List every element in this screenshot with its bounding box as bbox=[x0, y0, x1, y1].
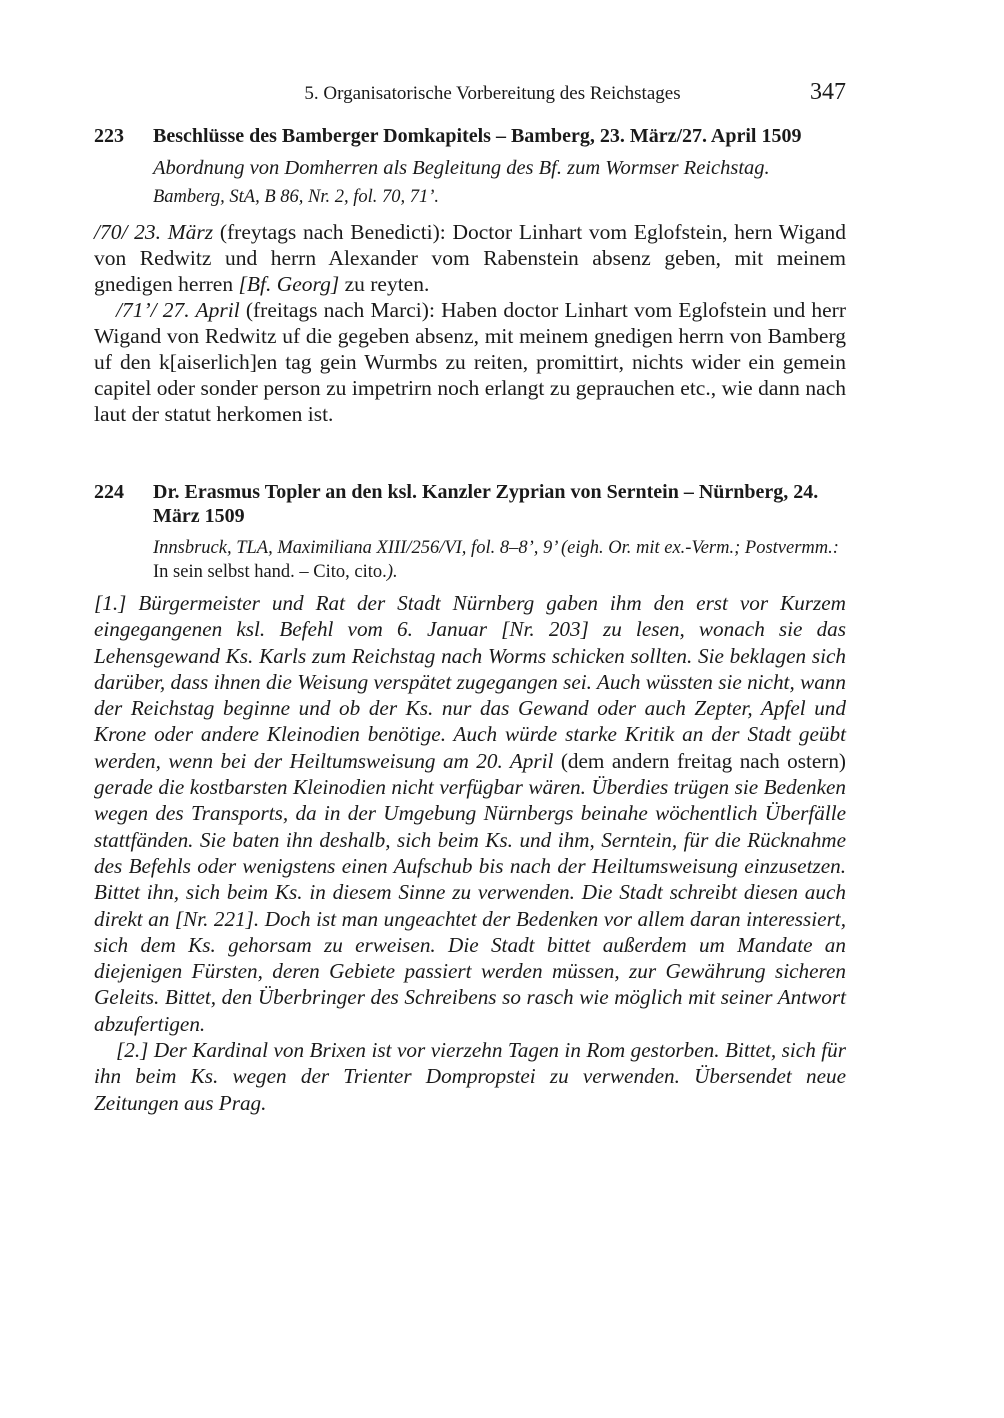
entry-source bbox=[153, 536, 846, 584]
entry-heading bbox=[94, 124, 846, 148]
entry-224 bbox=[94, 480, 846, 1116]
body-paragraph bbox=[94, 219, 846, 297]
entry-223 bbox=[94, 124, 846, 427]
running-head-title: 5. Organisatorische Vorbereitung des Reichstages bbox=[304, 83, 681, 104]
source-close: ). bbox=[386, 562, 398, 582]
body-paragraph: [2.] Der Kardinal von Brixen ist vor vierzehn Tagen in Rom gestorben. Bittet, sich für ihn beim Ks. wegen der Trienter Dompropstei zu verwenden. Übersendet neue Zeitungen aus Prag. bbox=[94, 1038, 846, 1115]
body-paragraph bbox=[94, 590, 846, 1037]
page-number: 347 bbox=[810, 79, 846, 105]
entry-source: Bamberg, StA, B 86, Nr. 2, fol. 70, 71’. bbox=[153, 187, 440, 207]
paragraph-text-end: zu reyten. bbox=[339, 272, 430, 296]
quoted-original: (dem andern freitag nach ostern) bbox=[553, 748, 846, 773]
paragraph-text-cont: gerade die kostbarsten Kleinodien nicht verfügbar wären. Überdies trügen sie Bedenken wegen des Transports, da in der Umgebung Nürnbergs beinahe wöchentlich Überfälle stattfänden. Sie baten ihn deshalb, sich beim Ks. und ihm, Serntein, für die Rücknahme des Befehls oder wenigstens einen Aufschub bis nach der Heiltumsweisung einzusetzen. Bittet ihn, sich beim Ks. in diesem Sinne zu verwenden. Die Stadt schreibt diesen auch direkt an [Nr. 221]. Doch ist man ungeachtet der Bedenken vor allem daran interessiert, sich dem Ks. gehorsam zu erweisen. Die Stadt bittet außerdem um Mandate an diejenigen Fürsten, deren Gebiete passiert werden müssen, zur Gewährung sicheren Geleits. Bittet, den Überbringer des Schreibens so rasch wie möglich mit seiner Antwort abzufertigen. bbox=[94, 775, 846, 1036]
entry-body bbox=[94, 219, 846, 427]
entry-heading bbox=[94, 480, 846, 528]
paragraph-text: [1.] Bürgermeister und Rat der Stadt Nürnberg gaben ihm den erst vor Kurzem eingegangenen ksl. Befehl vom 6. Januar [Nr. 203] zu lesen, wonach sie das Lehensgewand Ks. Karls zum Reichstag nach Worms schicken sollten. Sie beklagen sich darüber, dass ihnen die Weisung verspätet zugegangen sei. Auch wüssten sie nicht, wann der Reichstag beginne und ob der Ks. nur das Gewand oder auch Zepter, Apfel und Krone oder andere Kleinodien benötige. Auch würde starke Kritik an der Stadt geübt werden, wenn bei der Heiltumsweisung am 20. April bbox=[94, 591, 846, 773]
entry-summary: Abordnung von Domherren als Begleitung des Bf. zum Wormser Reichstag. bbox=[153, 157, 770, 179]
entry-title: Beschlüsse des Bamberger Domkapitels – Bamberg, 23. März/27. April 1509 bbox=[153, 125, 802, 147]
paragraph-text: (freytags nach Benedicti): Doctor Linhart vom Eglofstein, hern Wigand von Redwitz und herrn Alexander vom Rabenstein absenz geben, mit meinem gnedigen herren bbox=[94, 220, 846, 296]
entry-body bbox=[94, 590, 846, 1116]
folio-date-marker: /70/ 23. März bbox=[94, 220, 214, 244]
entry-number: 223 bbox=[94, 125, 124, 147]
folio-date-marker: /71’/ 27. April bbox=[116, 298, 240, 322]
paragraph-text: (freitags nach Marci): Haben doctor Linhart vom Eglofstein und herr Wigand von Redwitz uf die gegeben absenz, mit meinem gnedigen herrn von Bamberg uf den k[aiserlich]en tag gein Wurmbs zu reiten, promittirt, nichts wider ein gemein capitel oder sonder person zu impetrirn noch erlangt zu geprauchen etc., wie dann nach laut der statut herkomen ist. bbox=[94, 298, 846, 426]
source-text: Innsbruck, TLA, Maximiliana XIII/256/VI, fol. 8–8’, 9’ (eigh. Or. mit ex.-Verm.; Postvermm.: bbox=[153, 538, 839, 558]
editorial-insert: [Bf. Georg] bbox=[238, 272, 340, 296]
entry-number: 224 bbox=[94, 481, 124, 503]
source-note: In sein selbst hand. – Cito, cito. bbox=[153, 562, 387, 582]
running-head bbox=[94, 80, 846, 108]
body-paragraph bbox=[94, 297, 846, 427]
entry-title: Dr. Erasmus Topler an den ksl. Kanzler Zyprian von Serntein – Nürnberg, 24. März 1509 bbox=[153, 481, 819, 527]
